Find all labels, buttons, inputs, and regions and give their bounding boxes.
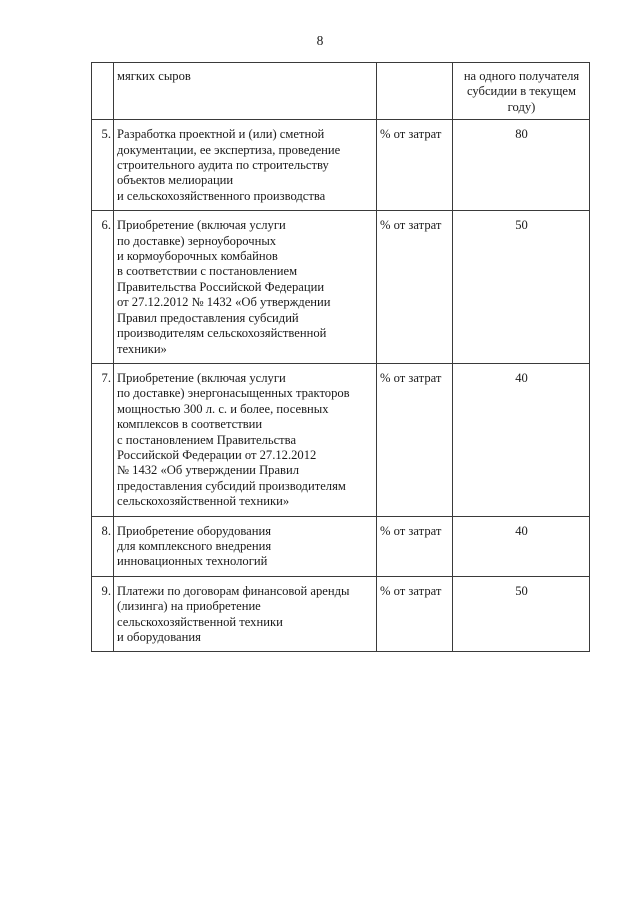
table-row	[92, 63, 590, 120]
row-value	[453, 576, 590, 652]
row-number: 9.	[92, 576, 114, 652]
row-unit: % от затрат	[377, 120, 453, 211]
description-line: техники»	[117, 341, 167, 356]
table-row	[92, 576, 590, 652]
value-line: 40	[515, 370, 528, 385]
row-unit: % от затрат	[377, 211, 453, 364]
row-number: 7.	[92, 363, 114, 516]
value-line: году)	[507, 99, 536, 114]
value-line: 50	[515, 583, 528, 598]
value-line: на одного получателя	[463, 69, 580, 83]
description-line: объектов мелиорации	[117, 173, 234, 188]
description-line: по доставке) энергонасыщенных тракторов	[117, 386, 350, 401]
row-description	[114, 363, 377, 516]
description-line: производителям сельскохозяйственной	[117, 326, 327, 341]
row-number: 6.	[92, 211, 114, 364]
row-unit	[377, 63, 453, 120]
description-line: сельскохозяйственной техники	[117, 614, 283, 629]
description-line: комплексов в соответствии	[117, 417, 263, 432]
description-line: Приобретение оборудования	[117, 523, 272, 538]
row-description	[114, 63, 377, 120]
value-line: 50	[515, 218, 528, 233]
description-line: в соответствии с постановлением	[117, 264, 298, 279]
description-line: Платежи по договорам финансовой аренды	[117, 583, 350, 598]
subsidy-rates-table	[91, 62, 590, 652]
description-line: документации, ее экспертиза, проведение	[117, 142, 341, 157]
description-line: Разработка проектной и (или) сметной	[117, 127, 325, 142]
description-line: Российской Федерации от 27.12.2012	[117, 447, 317, 462]
value-line: субсидии в текущем	[466, 84, 576, 99]
row-number	[92, 63, 114, 120]
description-line: мягких сыров	[117, 69, 191, 83]
value-line: 80	[515, 127, 528, 142]
row-unit: % от затрат	[377, 516, 453, 576]
table-row	[92, 120, 590, 211]
table-row	[92, 516, 590, 576]
description-line: Приобретение (включая услуги	[117, 370, 286, 385]
description-line: с постановлением Правительства	[117, 432, 297, 447]
row-description	[114, 211, 377, 364]
description-line: предоставления субсидий производителям	[117, 478, 346, 493]
row-description	[114, 576, 377, 652]
description-line: сельскохозяйственной техники»	[117, 494, 290, 509]
row-value	[453, 516, 590, 576]
description-line: по доставке) зерноуборочных	[117, 233, 277, 248]
table-row	[92, 211, 590, 364]
table-body	[92, 63, 590, 652]
description-line: Правительства Российской Федерации	[117, 279, 325, 294]
row-number: 5.	[92, 120, 114, 211]
description-line: для комплексного внедрения	[117, 538, 272, 553]
description-line: № 1432 «Об утверждении Правил	[117, 463, 300, 478]
row-number: 8.	[92, 516, 114, 576]
row-description	[114, 516, 377, 576]
description-line: от 27.12.2012 № 1432 «Об утверждении	[117, 295, 331, 310]
description-line: и оборудования	[117, 630, 201, 644]
description-line: инновационных технологий	[117, 554, 268, 569]
row-value	[453, 211, 590, 364]
page-number: 8	[316, 33, 324, 48]
description-line: и кормоуборочных комбайнов	[117, 249, 278, 264]
row-value	[453, 363, 590, 516]
description-line: Правил предоставления субсидий	[117, 310, 299, 325]
row-description	[114, 120, 377, 211]
row-value	[453, 120, 590, 211]
row-unit: % от затрат	[377, 576, 453, 652]
row-value	[453, 63, 590, 120]
description-line: строительного аудита по строительству	[117, 158, 329, 173]
description-line: (лизинга) на приобретение	[117, 599, 261, 614]
description-line: мощностью 300 л. с. и более, посевных	[117, 401, 329, 416]
description-line: и сельскохозяйственного производства	[117, 188, 326, 203]
value-line: 40	[515, 523, 528, 538]
description-line: Приобретение (включая услуги	[117, 218, 286, 233]
table-row	[92, 363, 590, 516]
row-unit: % от затрат	[377, 363, 453, 516]
